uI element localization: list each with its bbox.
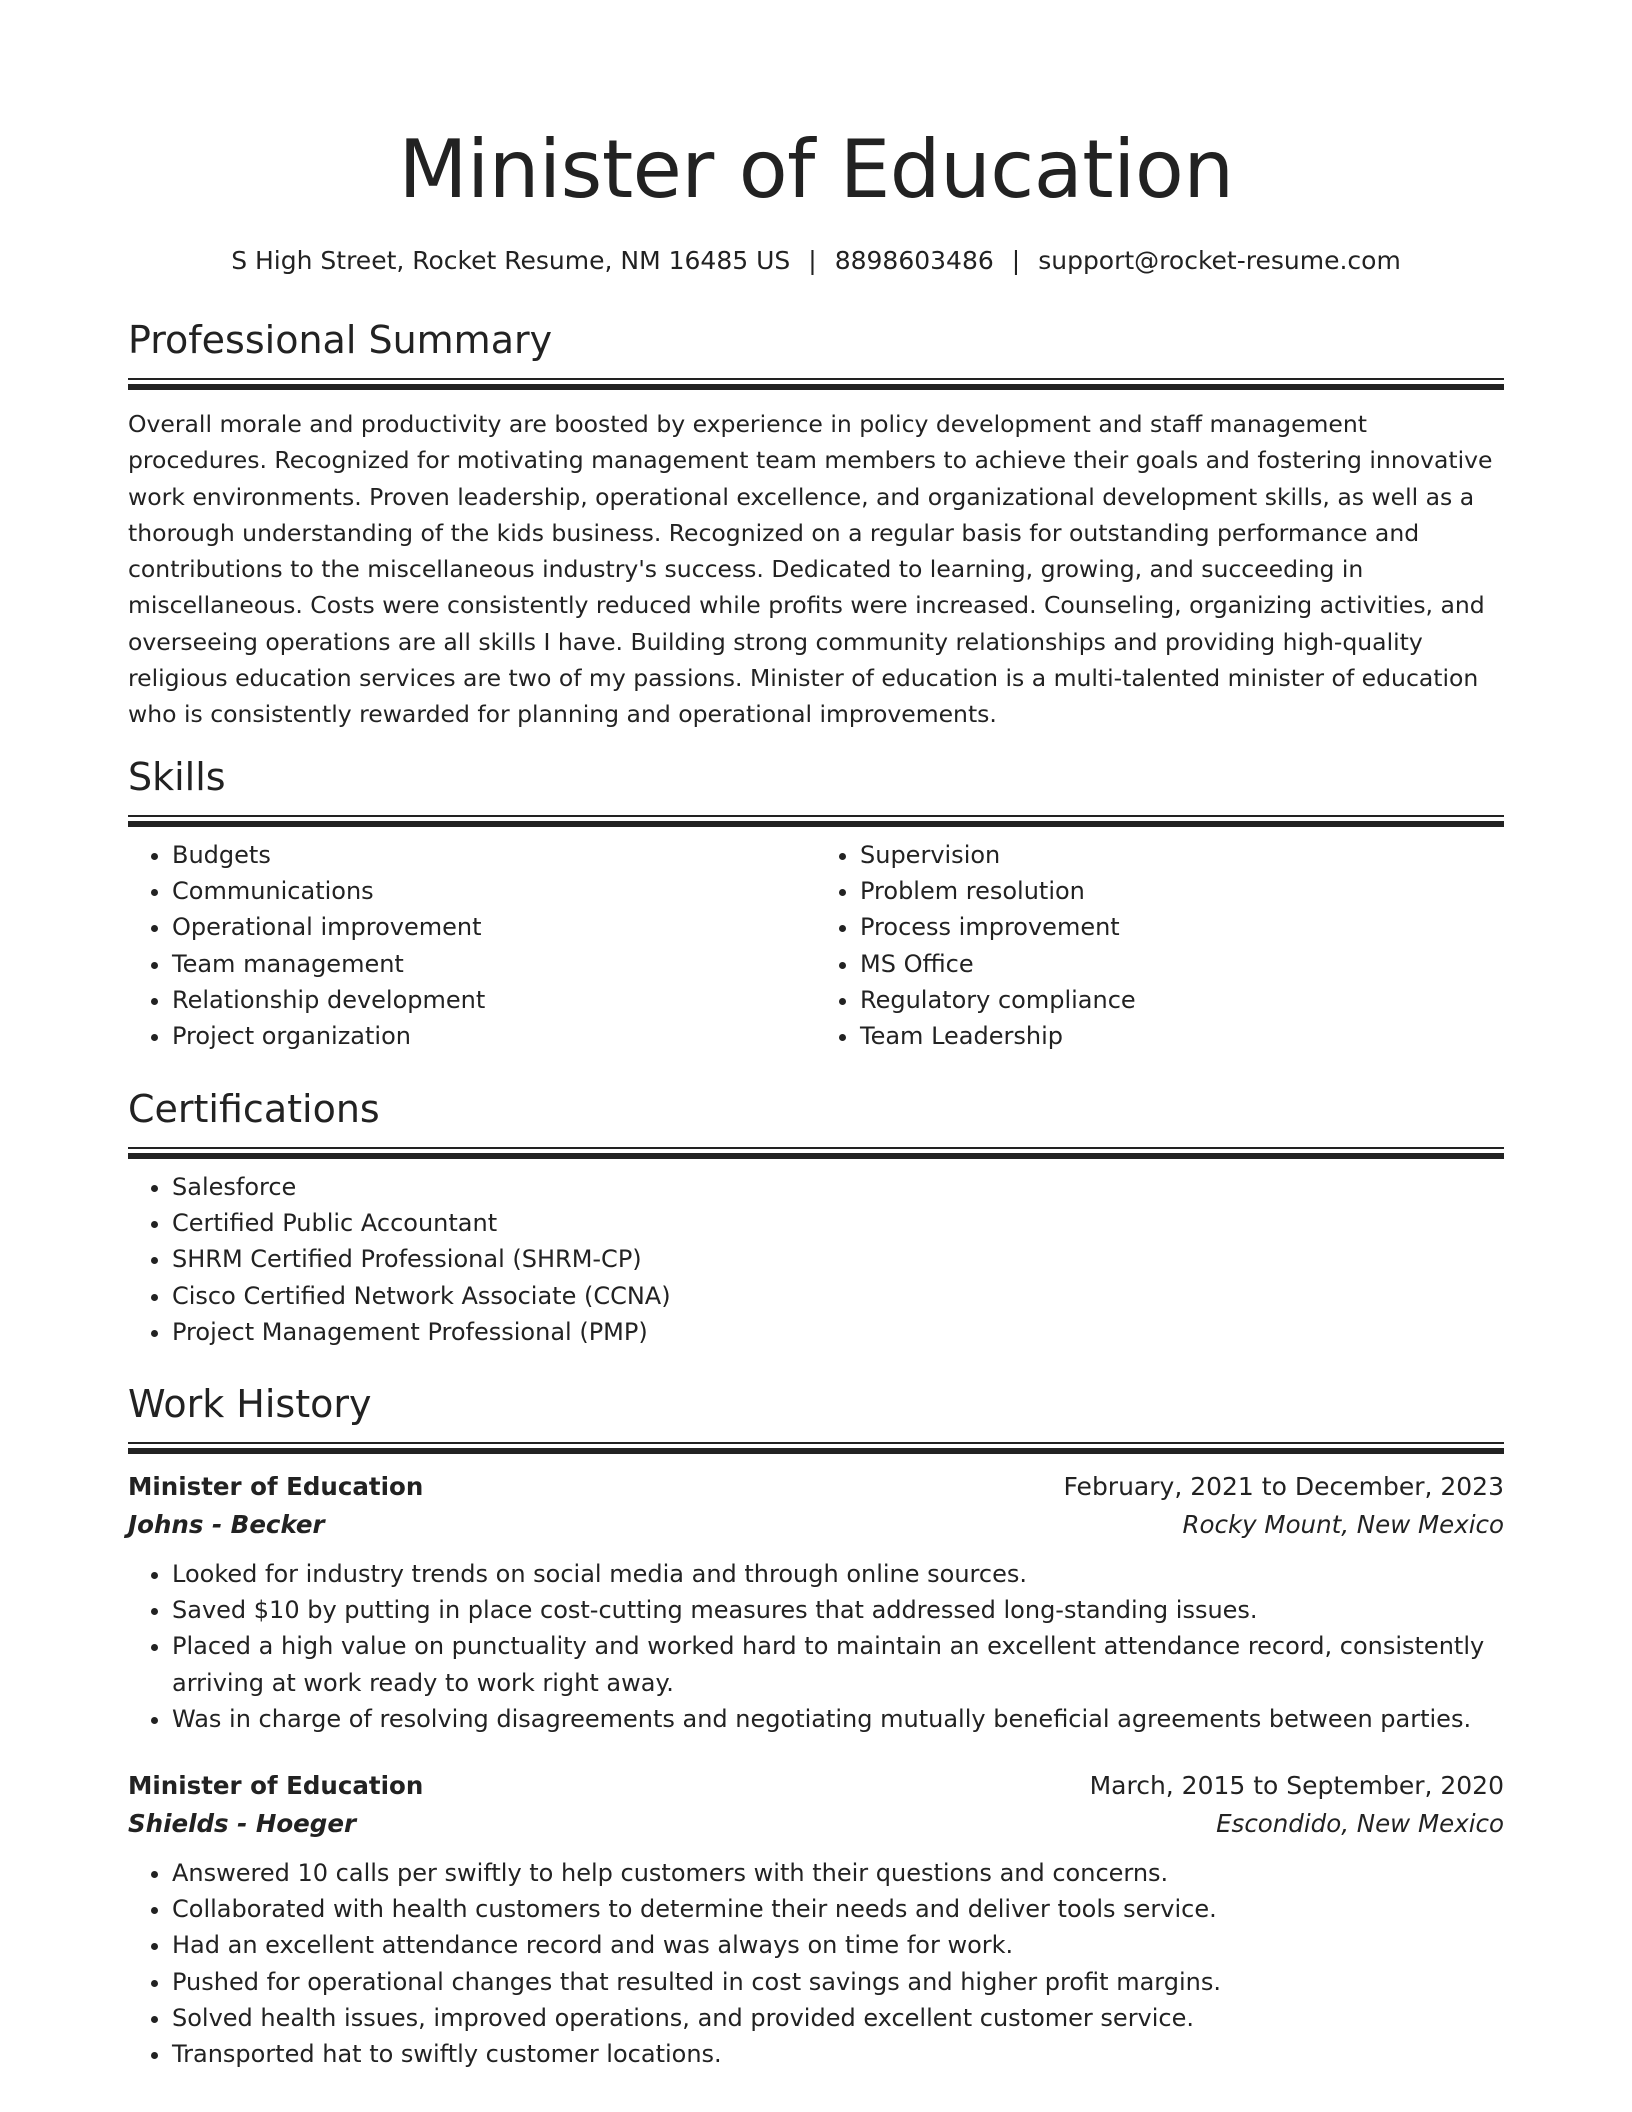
work-history-section	[128, 1380, 1504, 2072]
work-history-title: Work History	[128, 1382, 372, 1426]
job-title: Minister of Education	[128, 1472, 424, 1501]
certifications-list	[128, 1169, 1504, 1350]
job-bullets	[128, 1556, 1504, 1737]
skill-item: • MS Office	[860, 946, 1504, 982]
job-subheader	[128, 1506, 1504, 1544]
contact-separator: |	[1011, 246, 1021, 275]
skill-item: • Team Leadership	[860, 1018, 1504, 1054]
job-header	[128, 1468, 1504, 1506]
job-bullet: • Pushed for operational changes that resulted in cost savings and higher profit margins.	[172, 1964, 1504, 2000]
job-title: Minister of Education	[128, 1771, 424, 1801]
contact-email: support@rocket-resume.com	[1038, 246, 1401, 275]
certification-item: • Salesforce	[172, 1169, 1504, 1205]
job-bullet: • Had an excellent attendance record and was always on time for work.	[172, 1927, 1504, 1963]
section-divider	[128, 815, 1504, 827]
section-divider	[128, 1442, 1504, 1454]
job-bullet: • Collaborated with health customers to determine their needs and deliver tools service.	[172, 1891, 1504, 1927]
job-bullet: • Was in charge of resolving disagreements and negotiating mutually beneficial agreements between parties.	[172, 1701, 1504, 1737]
job-company: Shields - Hoeger	[128, 1809, 357, 1839]
certification-item: • Certified Public Accountant	[172, 1205, 1504, 1241]
job-bullets	[128, 1855, 1504, 2072]
job-bullet: • Looked for industry trends on social media and through online sources.	[172, 1556, 1504, 1592]
job-dates: March, 2015 to September, 2020	[1089, 1771, 1504, 1801]
contact-line	[128, 244, 1504, 278]
job-bullet: • Answered 10 calls per swiftly to help customers with their questions and concerns.	[172, 1855, 1504, 1891]
summary-text: Overall morale and productivity are boosted by experience in policy development and staff management procedures. Recognized for motivating management team members to achieve their goals and fostering innovative work environments. Proven leadership, operational excellence, and organizational development skills, as well as a thorough understanding of the kids business. Recognized on a regular basis for outstanding performance and contributions to the miscellaneous industry's success. Dedicated to learning, growing, and succeeding in miscellaneous. Costs were consistently reduced while profits were increased. Counseling, organizing activities, and overseeing operations are all skills I have. Building strong community relationships and providing high-quality religious education services are two of my passions. Minister of education is a multi-talented minister of education who is consistently rewarded for planning and operational improvements.	[128, 410, 1493, 729]
job-bullet: • Placed a high value on punctuality and worked hard to maintain an excellent attendance record, consistently arriving at work ready to work right away.	[172, 1628, 1504, 1700]
skill-item: • Project organization	[172, 1018, 816, 1054]
job-bullet: • Transported hat to swiftly customer locations.	[172, 2036, 1504, 2072]
resume-name: Minister of Education	[398, 123, 1234, 216]
resume-page	[128, 0, 1504, 2069]
summary-section	[128, 316, 1504, 733]
skill-item: • Team management	[172, 946, 816, 982]
skill-item: • Operational improvement	[172, 909, 816, 945]
job-location: Escondido, New Mexico	[1216, 1809, 1504, 1839]
job-entry	[128, 1767, 1504, 2072]
contact-phone: 8898603486	[834, 246, 994, 275]
skill-item: • Regulatory compliance	[860, 982, 1504, 1018]
section-divider	[128, 378, 1504, 390]
job-dates: February, 2021 to December, 2023	[1063, 1472, 1504, 1501]
job-company: Johns - Becker	[128, 1510, 325, 1539]
job-bullet: • Solved health issues, improved operations, and provided excellent customer service.	[172, 2000, 1504, 2036]
summary-title: Professional Summary	[128, 318, 553, 362]
certifications-title: Certifications	[128, 1087, 380, 1131]
skills-list-left	[128, 837, 816, 1054]
job-subheader	[128, 1805, 1504, 1843]
job-entry	[128, 1468, 1504, 1737]
skill-item: • Budgets	[172, 837, 816, 873]
skill-item: • Supervision	[860, 837, 1504, 873]
certification-item: • Project Management Professional (PMP)	[172, 1314, 1504, 1350]
skills-list-right	[816, 837, 1504, 1054]
contact-separator: |	[808, 246, 817, 275]
job-header	[128, 1767, 1504, 1805]
skill-item: • Communications	[172, 873, 816, 909]
skills-title: Skills	[128, 755, 226, 799]
skill-item: • Relationship development	[172, 982, 816, 1018]
job-location: Rocky Mount, New Mexico	[1182, 1510, 1504, 1539]
certification-item: • SHRM Certified Professional (SHRM-CP)	[172, 1241, 1504, 1277]
skill-item: • Problem resolution	[860, 873, 1504, 909]
skills-columns	[128, 837, 1504, 1054]
contact-address: S High Street, Rocket Resume, NM 16485 US	[231, 246, 791, 275]
certifications-section	[128, 1085, 1504, 1350]
skills-section	[128, 753, 1504, 1054]
job-bullet: • Saved $10 by putting in place cost-cutting measures that addressed long-standing issues.	[172, 1592, 1504, 1628]
section-divider	[128, 1147, 1504, 1159]
skill-item: • Process improvement	[860, 909, 1504, 945]
certification-item: • Cisco Certified Network Associate (CCNA)	[172, 1278, 1504, 1314]
